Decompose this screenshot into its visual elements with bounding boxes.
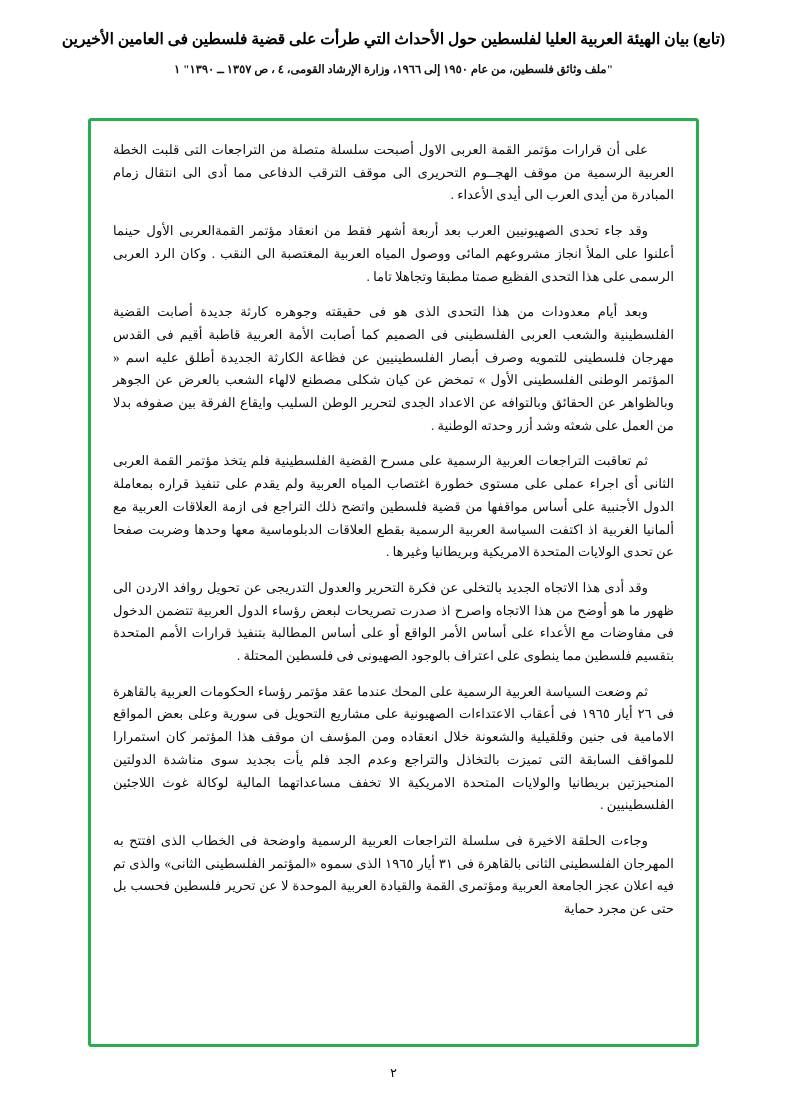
paragraph: على أن قرارات مؤتمر القمة العربى الاول أصبحت سلسلة متصلة من التراجعات التى قلبت الخطة العربية الرسمية من موقف الهجــوم التحريرى الى موقف الترقب الدفاعى مما أدى الى انتقال زمام المبادرة من أيدى العرب الى أيدى الأعداء . xyxy=(113,142,674,203)
paragraph: وجاءت الحلقة الاخيرة فى سلسلة التراجعات العربية الرسمية واوضحة فى الخطاب الذى افتتح به المهرجان الفلسطينى الثانى بالقاهرة فى ٣١ أيار ١٩٦٥ الذى سموه «المؤتمر الفلسطينى الثانى» والذى تم فيه اعلان عجز الجامعة العربية ومؤتمرى القمة والقيادة العربية الموحدة لا عن تحرير فلسطين فحسب بل حتى عن مجرد حماية xyxy=(113,832,674,917)
paragraph: ثم وضعت السياسة العربية الرسمية على المحك عندما عقد مؤتمر رؤساء الحكومات العربية بالقاهرة فى ٢٦ أيار ١٩٦٥ فى أعقاب الاعتداءات الصهيونية على مشاريع التحويل فى سورية وعلى بعض المواقع الامامية فى جنين وقلقيلية والشعونة خلال انعقاده ومن المؤسف ان موقف هذا المؤتمر كان استمرارا للمواقف السابقة التى تميزت بالتخاذل والتراجع وعدم الجد فلم يأت بجديد سوى مناشدة الدولتين المنحيزتين بريطانيا والولايات المتحدة الامريكية الا تخفف مساعداتهما المالية لوكالة غوث اللاجئين الفلسطينيين . xyxy=(113,683,674,813)
page-title: (تابع) بيان الهيئة العربية العليا لفلسطين حول الأحداث التي طرأت على قضية فلسطين فى العامين الأخيرين xyxy=(61,31,726,48)
page-number: ٢ xyxy=(390,1066,397,1080)
body-text xyxy=(91,121,696,931)
paragraph: ثم تعاقبت التراجعات العربية الرسمية على مسرح القضية الفلسطينية فلم يتخذ مؤتمر القمة العربى الثانى أى اجراء عملى على مستوى خطورة اغتصاب المياه العربية ولم يقدم على تنفيذ قراره بمعاملة الدول الأجنبية على أساس مواقفها من قضية فلسطين واتضح ذلك التراجع فى ازمة العلاقات العربية مع ألمانيا الغربية اذ اكتفت السياسة العربية الرسمية بقطع العلاقات الدبلوماسية معها وحدها وضربت صفحا عن تحدى الولايات المتحدة الامريكية وبريطانيا وغيرها . xyxy=(113,453,674,560)
document-header xyxy=(0,0,787,76)
source-citation: "ملف وثائق فلسطين، من عام ١٩٥٠ إلى ١٩٦٦، وزارة الإرشاد القومى، ٤ ، ص ١٣٥٧ ــ ١٣٩٠" ١ xyxy=(174,64,613,77)
paragraph: وبعد أيام معدودات من هذا التحدى الذى هو فى حقيقته وجوهره كارثة جديدة أصابت القضية الفلسطينية والشعب العربى الفلسطينى فى الصميم كما أصابت الأمة العربية قاطبة أقيم فى القدس مهرجان فلسطينى للتمويه وصرف أبصار الفلسطينيين عن فظاعة الكارثة الجديدة أطلق عليه اسم « المؤتمر الوطنى الفلسطينى الأول » تمخض عن كيان شكلى مصطنع لالهاء الشعب بالعرض عن الجوهر وبالظواهر عن الحقائق وبالتوافه عن الاعداد الجدى لتحرير الوطن السليب وايقاع الفرقة بين صفوفه بدلا من العمل على شعثه وشد أزر وحدته الوطنية . xyxy=(113,304,674,433)
paragraph: وقد جاء تحدى الصهيونيين العرب بعد أربعة أشهر فقط من انعقاد مؤتمر القمةالعربى الأول حينما أعلنوا على الملأ انجاز مشروعهم المائى ووصول المياه العربية المغتصبة الى النقب . وكان الرد العربى الرسمى على هذا التحدى الفظيع صمتا مطبقا وتجاهلا تاما . xyxy=(113,223,674,284)
paragraph: وقد أدى هذا الاتجاه الجديد بالتخلى عن فكرة التحرير والعدول التدريجى عن تحويل روافد الاردن الى ظهور ما هو أوضح من هذا الاتجاه واصرح اذ صدرت تصريحات لبعض رؤساء الدول العربية تتضمن الدخول فى مفاوضات مع الأعداء على أساس الأمر الواقع أو على أساس المطالبة بتنفيذ قرارات الأمم المتحدة بتقسيم فلسطين مما ينطوى على اعتراف بالوجود الصهيونى فى فلسطين المحتلة . xyxy=(113,579,674,664)
content-frame xyxy=(88,118,699,1047)
